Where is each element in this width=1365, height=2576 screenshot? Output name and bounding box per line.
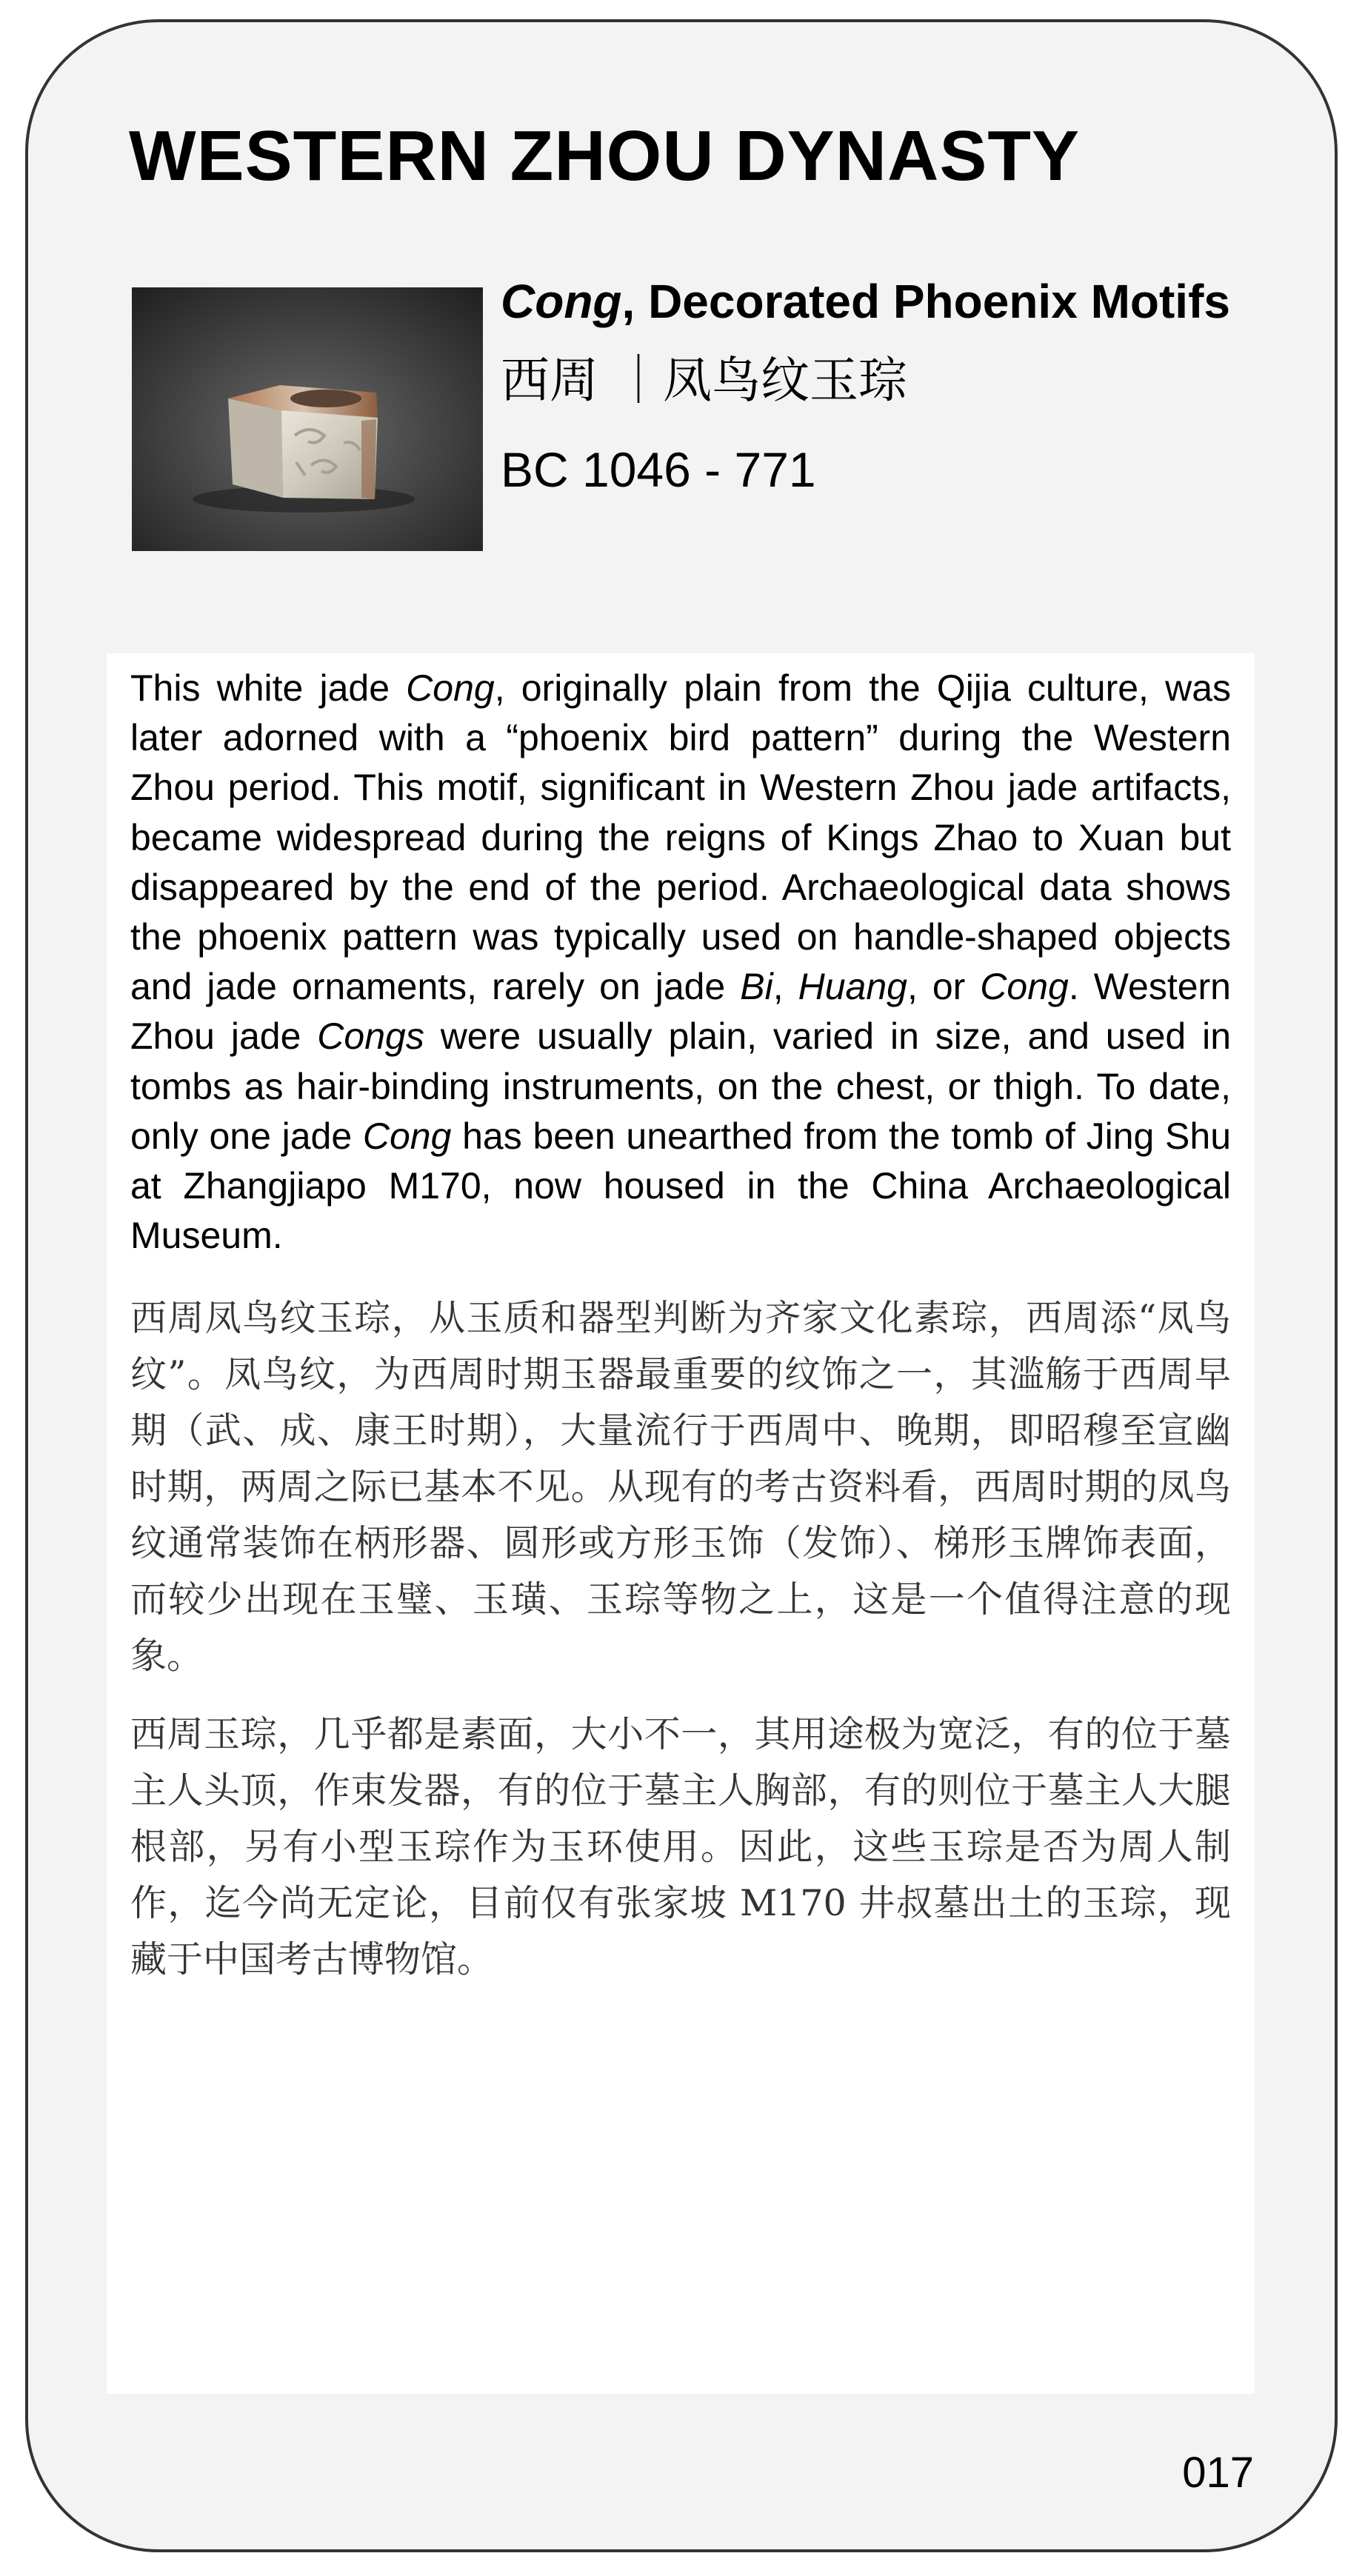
chinese-description-1: 西周凤鸟纹玉琮，从玉质和器型判断为齐家文化素琮，西周添“凤鸟纹”。凤鸟纹，为西周时期玉器最重要的纹饰之一，其滥觞于西周早期（武、成、康王时期），大量流行于西周中、晚期，即昭穆至宣幽时期，两周之际已基本不见。从现有的考古资料看，西周时期的凤鸟纹通常装饰在柄形器、圆形或方形玉饰（发饰）、梯形玉牌饰表面，而较少出现在玉璧、玉璜、玉琮等物之上，这是一个值得注意的现象。: [130, 1297, 1231, 1677]
italic-term: Cong: [362, 1115, 452, 1157]
italic-term: Cong: [980, 966, 1069, 1008]
jade-cong-image: [132, 287, 483, 551]
italic-term: Huang: [798, 966, 907, 1008]
english-description: This white jade Cong, originally plain from the Qijia culture, was later adorned with a “phoenix bird pattern” during the Western Zhou period. This motif, significant in Western Zhou jade artifacts, became widespread during the reigns of Kings Zhao to Xuan but disappeared by the end of the period. Archaeological data shows the phoenix pattern was typically used on handle-shaped objects and jade ornaments, rarely on jade Bi, Huang, or Cong. Western Zhou jade Congs were usually plain, varied in size, and used in tombs as hair-binding instruments, on the chest, or thigh. To date, only one jade Cong has been unearthed from the tomb of Jing Shu at Zhangjiapo M170, now housed in the China Archaeological Museum.: [130, 667, 1232, 1257]
object-name-rest: , Decorated Phoenix Motifs: [621, 275, 1230, 328]
object-date: BC 1046 - 771: [501, 442, 816, 497]
page-number: 017: [1182, 2449, 1254, 2497]
object-chinese-name: 西周 ｜凤鸟纹玉琮: [501, 352, 907, 409]
italic-term: Bi: [740, 966, 773, 1008]
description-panel: [107, 653, 1255, 2394]
object-heading: [501, 271, 1256, 499]
italic-term: Congs: [317, 1015, 424, 1058]
italic-term: Cong: [406, 667, 495, 709]
object-name-italic: Cong: [501, 275, 622, 328]
page-title: WESTERN ZHOU DYNASTY: [129, 116, 1081, 196]
chinese-description-2: 西周玉琮，几乎都是素面，大小不一，其用途极为宽泛，有的位于墓主人头顶，作束发器，有的位于墓主人胸部，有的则位于墓主人大腿根部，另有小型玉琮作为玉环使用。因此，这些玉琮是否为周人制作，迄今尚无定论，目前仅有张家坡 M170 井叔墓出土的玉琮，现藏于中国考古博物馆。: [130, 1713, 1231, 1981]
object-name: [501, 271, 1256, 332]
